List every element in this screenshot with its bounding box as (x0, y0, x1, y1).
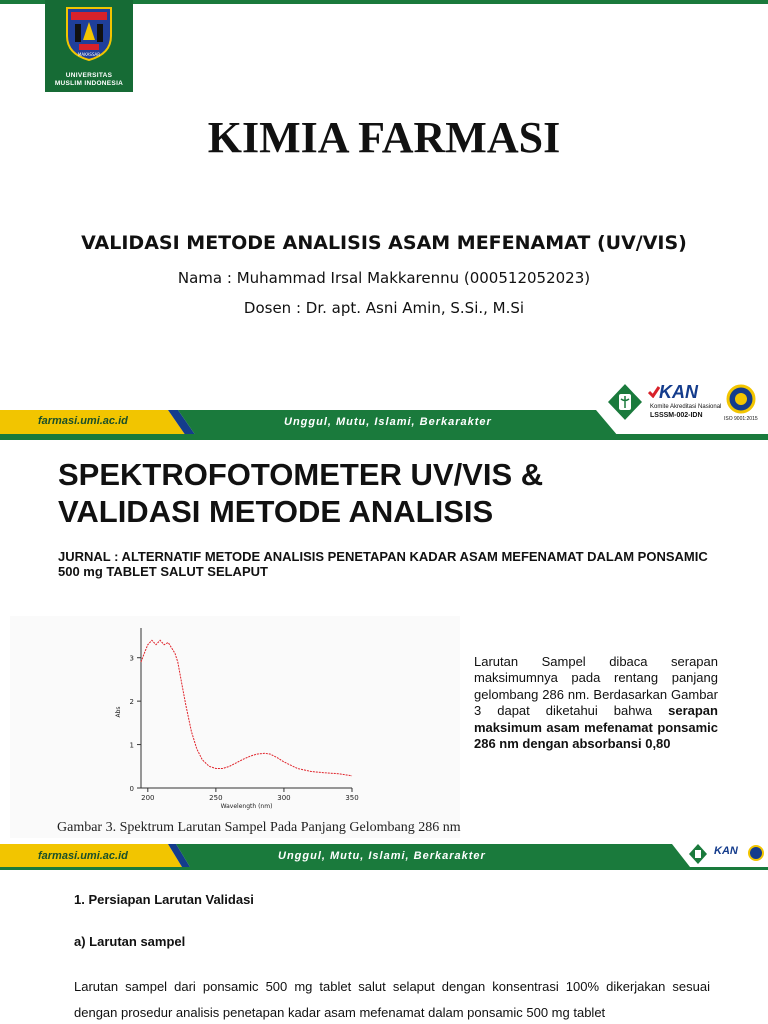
preparation-slide (0, 870, 768, 1024)
subsection-heading: a) Larutan sampel (74, 934, 186, 949)
y-axis-label: Abs (115, 706, 122, 718)
footer-motto: Unggul, Mutu, Islami, Berkarakter (284, 416, 492, 428)
description-text: Larutan Sampel dibaca serapan maksimumnya pada rentang panjang gelombang 286 nm. Berdasarkan Gambar 3 dapat diketahui bahwa (474, 654, 718, 719)
footer-bar (0, 841, 768, 870)
pharmacy-diamond-icon (688, 843, 708, 865)
slide-title (58, 456, 543, 530)
website-link[interactable]: farmasi.umi.ac.id (38, 415, 128, 427)
section-heading: 1. Persiapan Larutan Validasi (74, 892, 254, 907)
title-slide (0, 0, 768, 440)
spectrum-figure (10, 616, 460, 838)
x-tick-label: 250 (209, 794, 223, 802)
slide-title-line1: SPEKTROFOTOMETER UV/VIS & (58, 457, 544, 492)
journal-reference: JURNAL : ALTERNATIF METODE ANALISIS PENETAPAN KADAR ASAM MEFENAMAT DALAM PONSAMIC 500 mg TABLET SALUT SELAPUT (58, 549, 708, 579)
university-name-line2: MUSLIM INDONESIA (54, 80, 124, 87)
section-paragraph: Larutan sampel dari ponsamic 500 mg tablet salut selaput dengan konsentrasi 100% dikerjakan sesuai dengan prosedur analisis penetapan kadar asam mefenamat dalam ponsamic 500 mg tablet (74, 979, 710, 1020)
kan-logo-text: KAN (659, 382, 698, 402)
course-title: KIMIA FARMASI (207, 113, 561, 162)
x-axis-label: Wavelength (nm) (220, 803, 273, 810)
x-tick-label: 300 (277, 794, 291, 802)
spectrum-description (474, 654, 718, 752)
figure-caption: Gambar 3. Spektrum Larutan Sampel Pada Panjang Gelombang 286 nm (57, 820, 461, 835)
y-tick-label: 0 (129, 785, 134, 793)
x-tick-label: 350 (345, 794, 359, 802)
description-emphasis: serapan maksimum asam mefenamat ponsamic 286 nm dengan absorbansi 0,80 (474, 703, 718, 752)
kan-subtitle: Komite Akreditasi Nasional (650, 404, 722, 410)
footer-bar (0, 410, 768, 436)
iso-cert-icon (748, 845, 764, 861)
spectrum-series-line (141, 640, 352, 776)
y-tick-label: 1 (129, 741, 134, 750)
shield-emblem-icon (65, 6, 113, 62)
iso-label: ISO 9001:2015 (724, 416, 758, 422)
student-name: Nama : Muhammad Irsal Makkarennu (000512052023) (177, 269, 591, 287)
spectrophotometer-slide (0, 440, 768, 870)
y-tick-label: 3 (129, 654, 134, 663)
footer-motto: Unggul, Mutu, Islami, Berkarakter (278, 850, 486, 862)
lecturer-name: Dosen : Dr. apt. Asni Amin, S.Si., M.Si (243, 299, 525, 317)
spectrum-chart (10, 616, 460, 838)
website-link[interactable]: farmasi.umi.ac.id (38, 850, 128, 862)
presentation-subtitle: VALIDASI METODE ANALISIS ASAM MEFENAMAT (UV/VIS) (81, 232, 687, 254)
y-tick-label: 2 (129, 698, 134, 707)
shield-text: MAKASSAR (77, 52, 101, 57)
kan-code: LSSSM-002-IDN (650, 412, 703, 419)
slide-title-line2: VALIDASI METODE ANALISIS (58, 494, 494, 529)
x-tick-label: 200 (141, 794, 155, 802)
kan-logo-text: KAN (714, 845, 738, 857)
university-name-line1: UNIVERSITAS (65, 72, 113, 79)
university-logo (45, 0, 133, 92)
